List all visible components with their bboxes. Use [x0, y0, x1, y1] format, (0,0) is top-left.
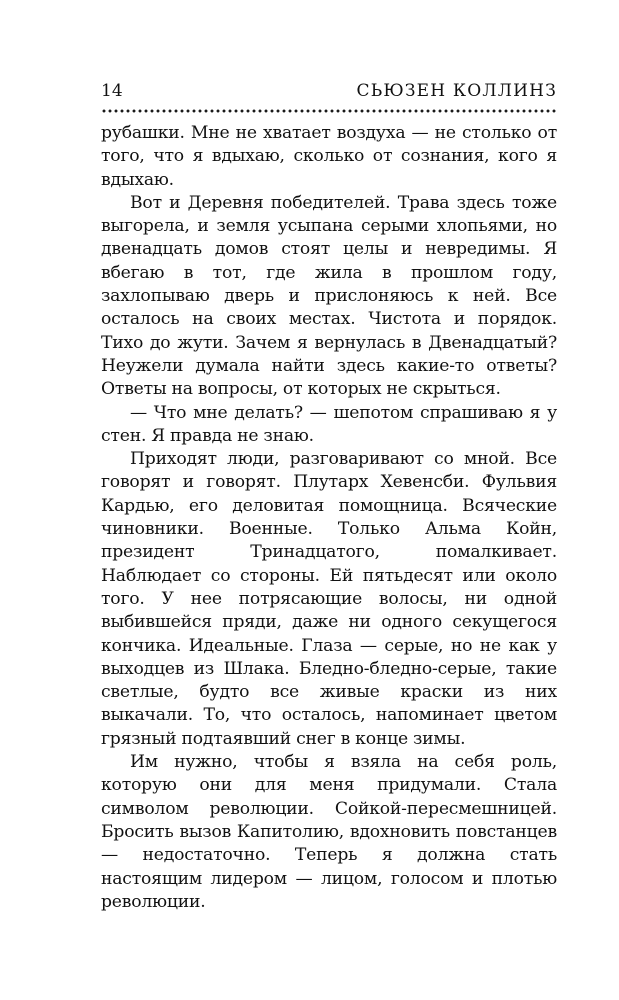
- paragraph-5: Им нужно, чтобы я взяла на себя роль, которую они для меня придумали. Стала символом революции. Сойкой-пересмешницей. Бросить вызов Капитолию, вдохновить повстанцев — недостаточно. Теперь я должна стать настоящим лидером — лицом, голосом и плотью революции.: [101, 752, 557, 912]
- page-number: 14: [101, 81, 123, 101]
- running-head-author: СЬЮЗЕН КОЛЛИНЗ: [356, 81, 557, 101]
- dotted-rule-divider: [101, 108, 557, 114]
- paragraph-1-continued: рубашки. Мне не хватает воздуха — не столько от того, что я вдыхаю, сколько от сознания, кого я вдыхаю.: [101, 123, 557, 190]
- paragraph-3-dialogue: — Что мне делать? — шепотом спрашиваю я у стен. Я правда не знаю.: [101, 402, 557, 446]
- body-text: [101, 122, 557, 914]
- page-header: [101, 80, 557, 104]
- paragraph-4: Приходят люди, разговаривают со мной. Все говорят и говорят. Плутарх Хевенсби. Фульвия Кардью, его деловитая помощница. Всяческие чиновники. Военные. Только Альма Койн, президент Тринадцатого, помалкивает. Наблюдает со стороны. Ей пятьдесят или около того. У нее потрясающие волосы, ни одной выбившейся пряди, даже ни одного секущегося кончика. Идеальные. Глаза — серые, но не как у выходцев из Шлака. Бледно-бледно-серые, такие светлые, будто все живые краски из них выкачали. То, что осталось, напоминает цветом грязный подтаявший снег в конце зимы.: [101, 449, 557, 749]
- paragraph-2: Вот и Деревня победителей. Трава здесь тоже выгорела, и земля усыпана серыми хлопьями, но двенадцать домов стоят целы и невредимы. Я вбегаю в тот, где жила в прошлом году, захлопываю дверь и прислоняюсь к ней. Все осталось на своих местах. Чистота и порядок. Тихо до жути. Зачем я вернулась в Двенадцатый? Неужели думала найти здесь какие-то ответы? Ответы на вопросы, от которых не скрыться.: [101, 192, 557, 400]
